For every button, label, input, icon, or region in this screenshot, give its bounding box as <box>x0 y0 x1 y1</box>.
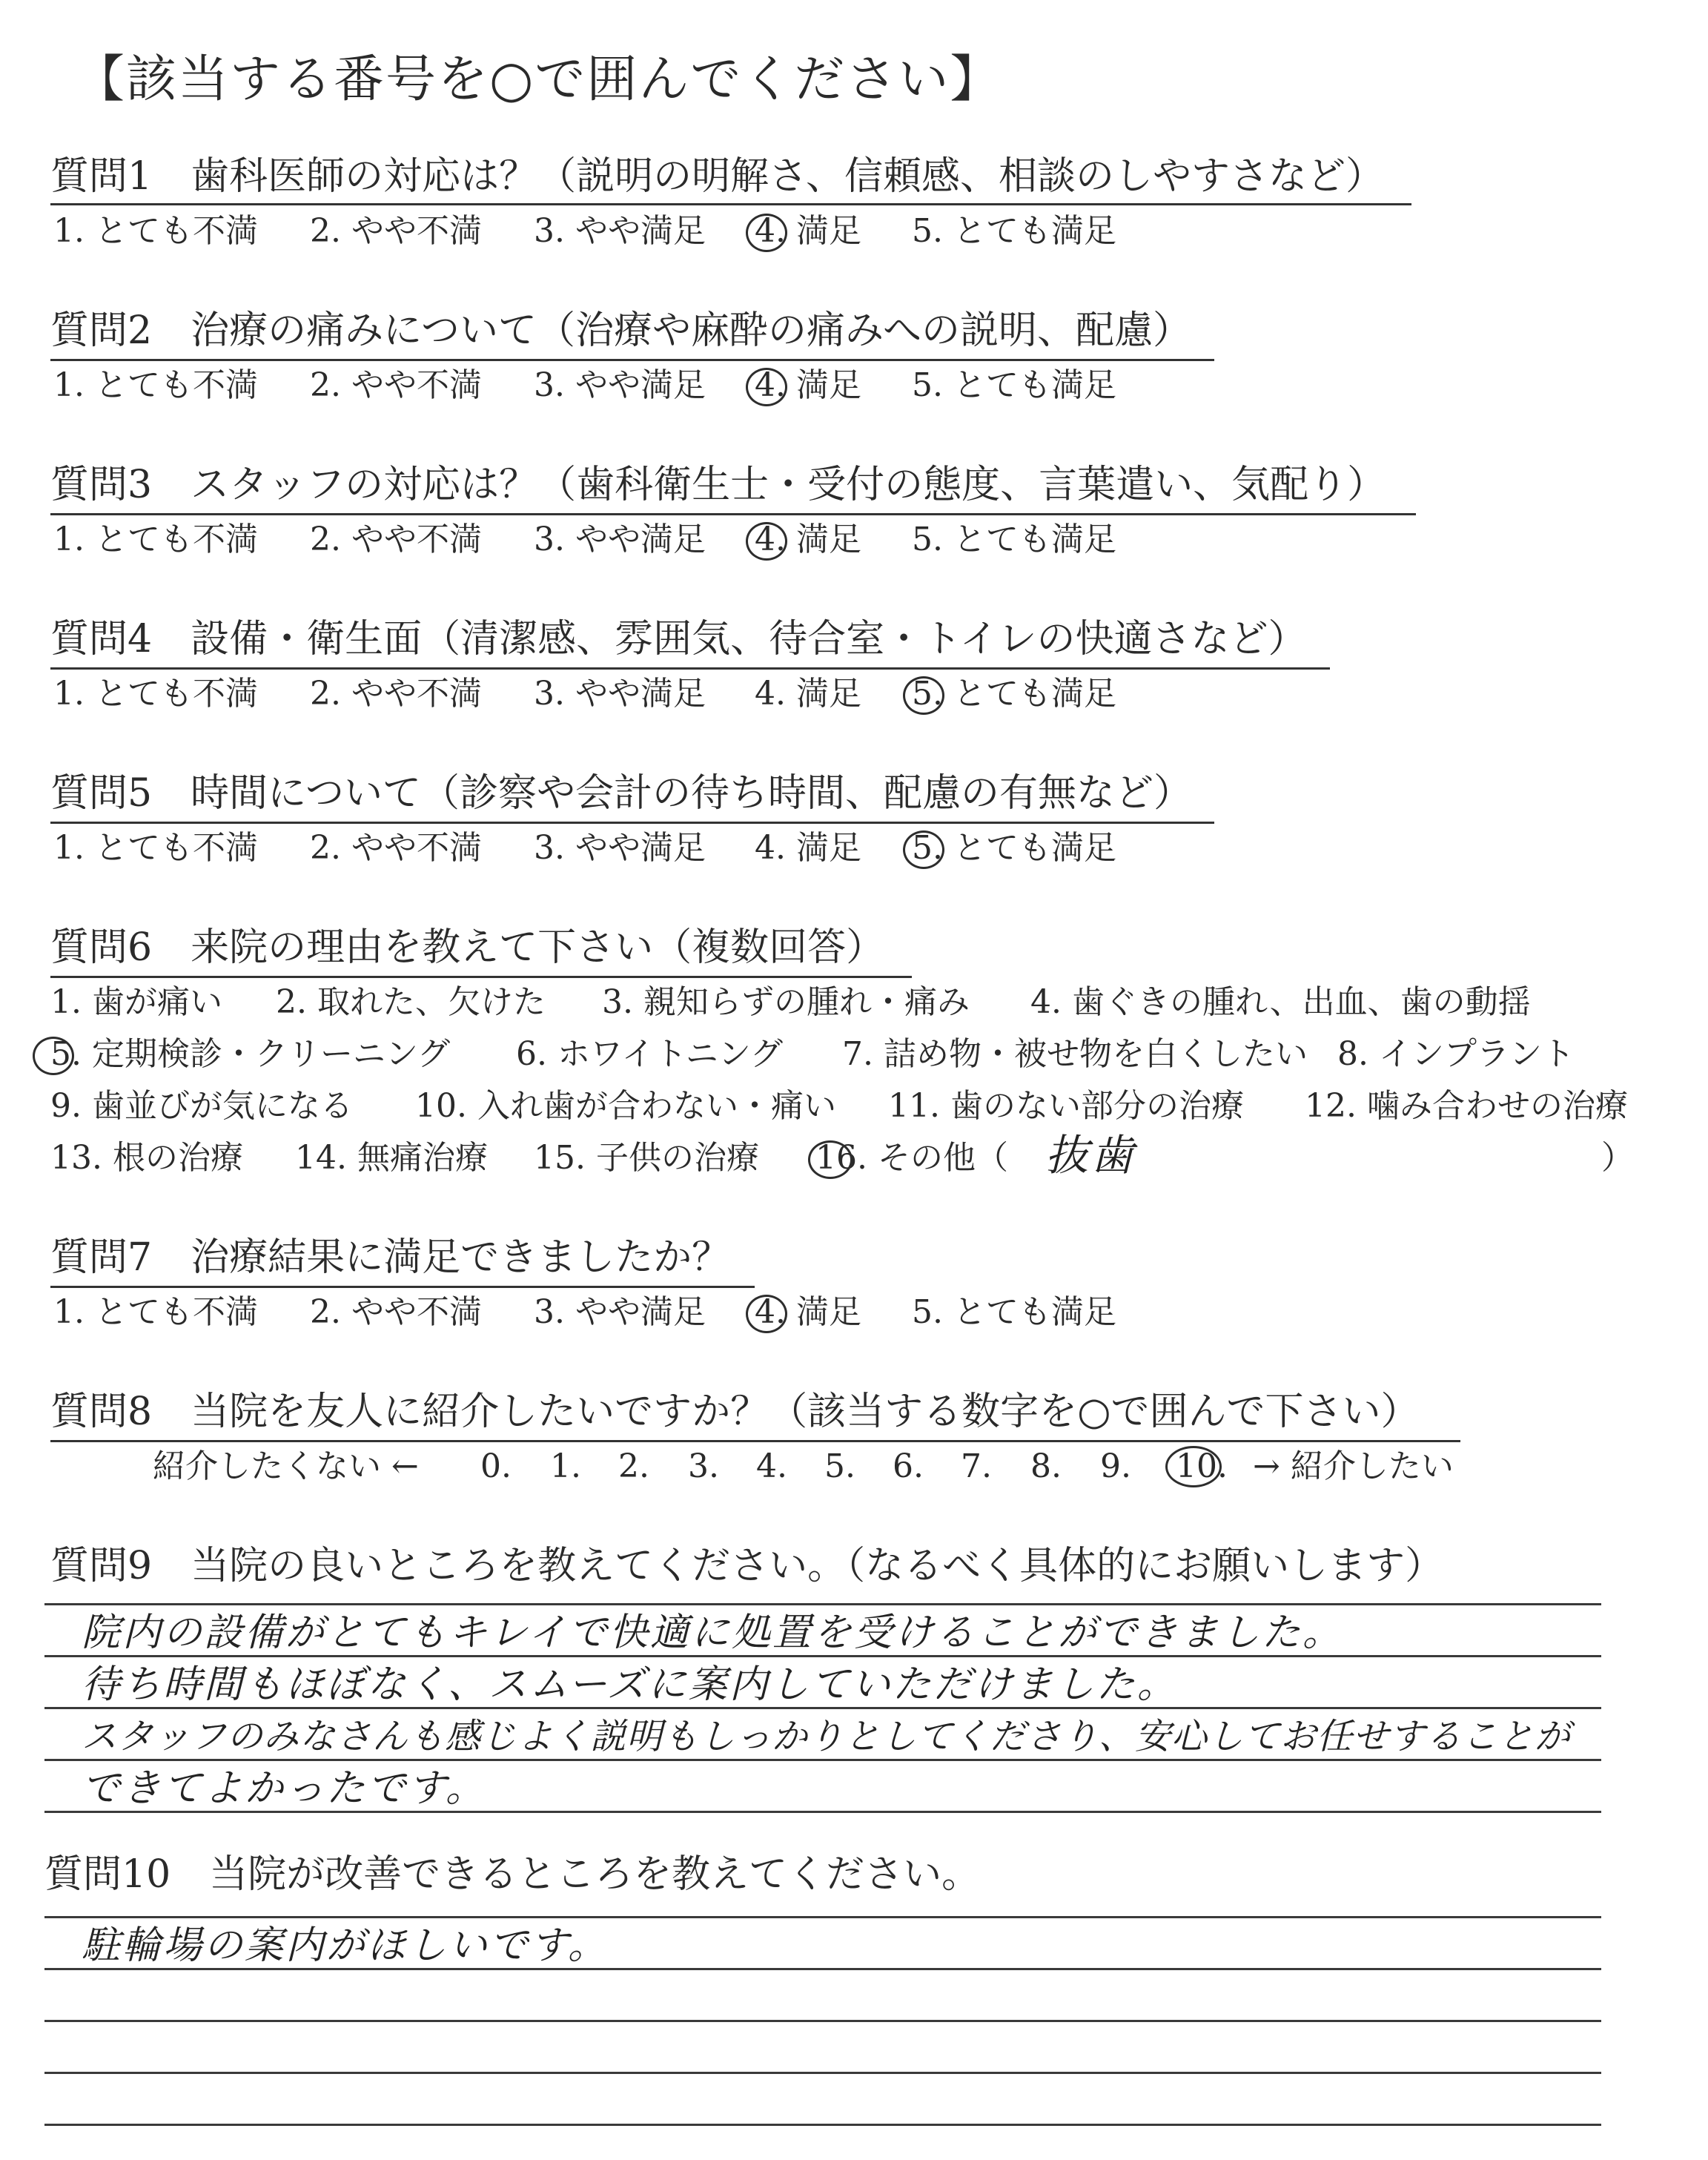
q4-option-1[interactable]: 1. とても不満 <box>53 675 258 713</box>
q8-scale-3[interactable]: 3. <box>688 1447 719 1485</box>
q6-option-1[interactable]: 1. 歯が痛い <box>50 983 222 1021</box>
q8-scale-2[interactable]: 2. <box>618 1447 649 1485</box>
q3-option-1[interactable]: 1. とても不満 <box>53 521 258 558</box>
q3-option-3[interactable]: 3. やや満足 <box>534 521 706 558</box>
q6-option-11[interactable]: 11. 歯のない部分の治療 <box>888 1087 1244 1125</box>
q8-scale-5[interactable]: 5. <box>824 1447 855 1485</box>
q6-option-16[interactable]: 16. その他（ <box>815 1139 1008 1177</box>
question-7-label: 質問7 治療結果に満足できましたか？ <box>50 1235 731 1280</box>
q5-option-5[interactable]: 5. とても満足 <box>912 829 1116 867</box>
q1-option-5[interactable]: 5. とても満足 <box>912 212 1116 250</box>
q6-option-10[interactable]: 10. 入れ歯が合わない・痛い <box>415 1087 836 1125</box>
question-6-label: 質問6 来院の理由を教えて下さい（複数回答） <box>50 925 885 970</box>
q1-option-1[interactable]: 1. とても不満 <box>53 212 258 250</box>
q1-option-4[interactable]: 4. 満足 <box>755 212 861 250</box>
question-2-underline <box>50 359 1214 361</box>
q8-scale-7[interactable]: 7. <box>961 1447 992 1485</box>
q3-option-4[interactable]: 4. 満足 <box>755 521 861 558</box>
q10-answer-line-4 <box>44 2124 1601 2126</box>
q2-option-1[interactable]: 1. とても不満 <box>53 366 258 404</box>
q9-answer-text-2[interactable]: 待ち時間もほぼなく、スムーズに案内していただけました。 <box>82 1662 1178 1707</box>
q10-answer-line-2 <box>44 2020 1601 2022</box>
question-4-label: 質問4 設備・衛生面（清潔感、雰囲気、待合室・トイレの快適さなど） <box>50 617 1307 661</box>
q9-answer-text-4[interactable]: できてよかったです。 <box>82 1766 486 1811</box>
q2-option-4[interactable]: 4. 満足 <box>755 366 861 404</box>
question-5-underline <box>50 822 1214 824</box>
q10-answer-line-3 <box>44 2072 1601 2074</box>
q8-scale-10[interactable]: 10. <box>1176 1447 1228 1485</box>
question-7-underline <box>50 1286 755 1288</box>
q9-answer-text-1[interactable]: 院内の設備がとてもキレイで快適に処置を受けることができました。 <box>82 1611 1343 1655</box>
q9-answer-line-0 <box>44 1603 1601 1605</box>
q7-option-4[interactable]: 4. 満足 <box>755 1293 861 1331</box>
q8-scale-4[interactable]: 4. <box>756 1447 787 1485</box>
q8-scale-0[interactable]: 0. <box>480 1447 512 1485</box>
q2-option-5[interactable]: 5. とても満足 <box>912 366 1116 404</box>
question-5-label: 質問5 時間について（診察や会計の待ち時間、配慮の有無など） <box>50 771 1193 816</box>
q8-scale-1[interactable]: 1. <box>550 1447 581 1485</box>
q4-option-3[interactable]: 3. やや満足 <box>534 675 706 713</box>
question-8-label: 質問8 当院を友人に紹介したいですか？（該当する数字を○で囲んで下さい） <box>50 1390 1420 1434</box>
q7-option-1[interactable]: 1. とても不満 <box>53 1293 258 1331</box>
q2-option-3[interactable]: 3. やや満足 <box>534 366 706 404</box>
q4-option-4[interactable]: 4. 満足 <box>755 675 861 713</box>
q8-left-label: 紹介したくない ← <box>153 1447 419 1485</box>
q6-option-9[interactable]: 9. 歯並びが気になる <box>50 1087 353 1125</box>
q8-scale-9[interactable]: 9. <box>1100 1447 1131 1485</box>
q2-option-2[interactable]: 2. やや不満 <box>310 366 482 404</box>
question-8-underline <box>50 1440 1460 1442</box>
q6-option-7[interactable]: 7. 詰め物・被せ物を白くしたい <box>842 1035 1308 1073</box>
question-3-label: 質問3 スタッフの対応は？（歯科衛生士・受付の態度、言葉遣い、気配り） <box>50 463 1386 507</box>
q3-option-2[interactable]: 2. やや不満 <box>310 521 482 558</box>
q1-option-3[interactable]: 3. やや満足 <box>534 212 706 250</box>
q1-option-2[interactable]: 2. やや不満 <box>310 212 482 250</box>
q6-option-14[interactable]: 14. 無痛治療 <box>295 1139 488 1177</box>
q3-option-5[interactable]: 5. とても満足 <box>912 521 1116 558</box>
q4-option-2[interactable]: 2. やや不満 <box>310 675 482 713</box>
question-10-label: 質問10 当院が改善できるところを教えてください。 <box>44 1852 981 1897</box>
q10-answer-text-1[interactable]: 駐輪場の案内がほしいです。 <box>82 1923 609 1968</box>
q9-answer-text-3[interactable]: スタッフのみなさんも感じよく説明もしっかりとしてくださり、安心してお任せすることが <box>82 1716 1572 1757</box>
q6-other-handwritten[interactable]: 抜歯 <box>1045 1130 1136 1180</box>
q6-option-13[interactable]: 13. 根の治療 <box>50 1139 243 1177</box>
question-1-underline <box>50 203 1411 205</box>
question-9-label: 質問9 当院の良いところを教えてください。（なるべく具体的にお願いします） <box>50 1544 1444 1588</box>
q6-option-4[interactable]: 4. 歯ぐきの腫れ、出血、歯の動揺 <box>1030 983 1531 1021</box>
q6-option-15[interactable]: 15. 子供の治療 <box>534 1139 759 1177</box>
q8-scale-6[interactable]: 6. <box>893 1447 924 1485</box>
q5-option-2[interactable]: 2. やや不満 <box>310 829 482 867</box>
q5-option-3[interactable]: 3. やや満足 <box>534 829 706 867</box>
question-4-underline <box>50 667 1330 670</box>
q8-right-label: → 紹介したい <box>1253 1447 1454 1485</box>
q6-other-close-paren: ） <box>1601 1139 1634 1177</box>
q6-option-3[interactable]: 3. 親知らずの腫れ・痛み <box>602 983 970 1021</box>
q5-option-4[interactable]: 4. 満足 <box>755 829 861 867</box>
question-6-underline <box>50 976 912 978</box>
q6-option-8[interactable]: 8. インプラント <box>1337 1035 1575 1073</box>
q7-option-2[interactable]: 2. やや不満 <box>310 1293 482 1331</box>
q5-option-1[interactable]: 1. とても不満 <box>53 829 258 867</box>
question-3-underline <box>50 513 1416 515</box>
question-2-label: 質問2 治療の痛みについて（治療や麻酔の痛みへの説明、配慮） <box>50 308 1192 353</box>
q7-option-5[interactable]: 5. とても満足 <box>912 1293 1116 1331</box>
q7-option-3[interactable]: 3. やや満足 <box>534 1293 706 1331</box>
q6-option-2[interactable]: 2. 取れた、欠けた <box>276 983 546 1021</box>
q10-answer-line-0 <box>44 1916 1601 1918</box>
question-1-label: 質問1 歯科医師の対応は？（説明の明解さ、信頼感、相談のしやすさなど） <box>50 154 1385 199</box>
q8-scale-8[interactable]: 8. <box>1030 1447 1062 1485</box>
page-title: 【該当する番号を○で囲んでください】 <box>74 50 1002 109</box>
q6-option-12[interactable]: 12. 噛み合わせの治療 <box>1305 1087 1628 1125</box>
q6-option-6[interactable]: 6. ホワイトニング <box>516 1035 784 1073</box>
q6-option-5[interactable]: 5. 定期検診・クリーニング <box>50 1035 451 1073</box>
q4-option-5[interactable]: 5. とても満足 <box>912 675 1116 713</box>
